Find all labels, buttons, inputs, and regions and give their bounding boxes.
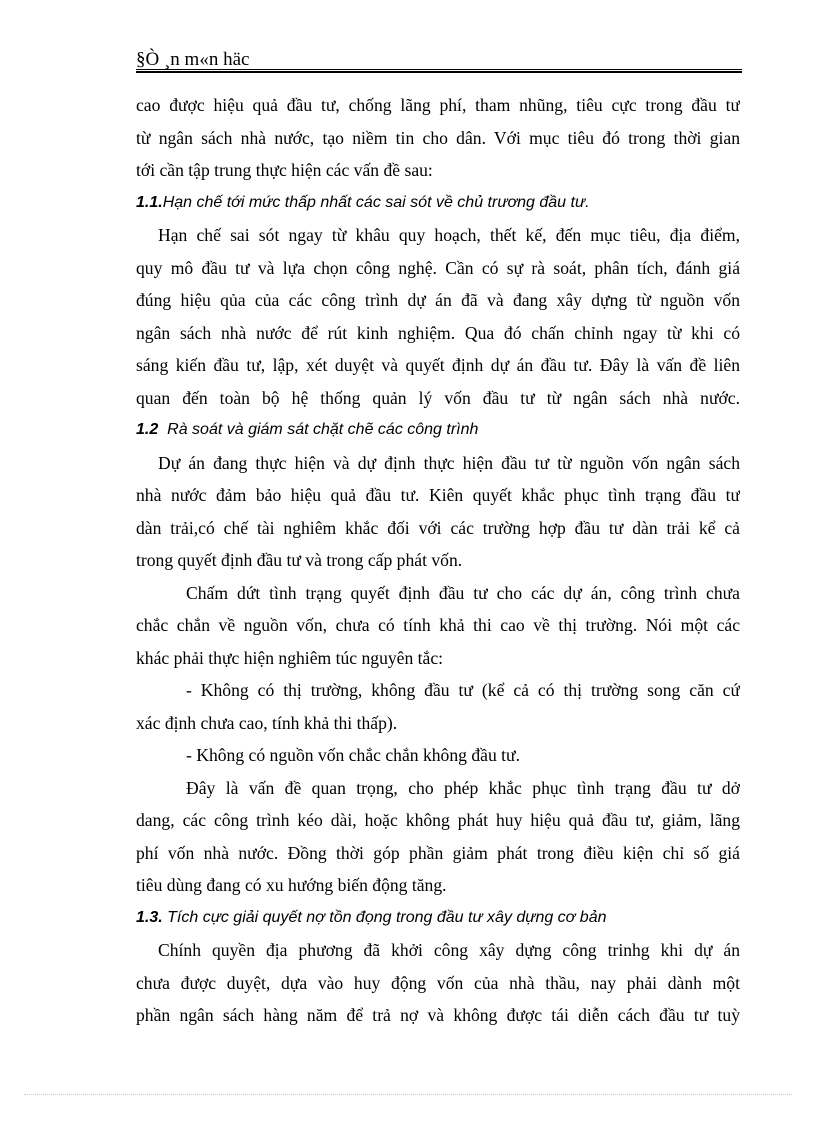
header-title: §Ò ¸n m«n häc [136, 49, 250, 70]
paragraph-line: Đây là vấn đề quan trọng, cho phép khắc phục tình trạng đầu tư dở [186, 777, 740, 798]
paragraph-line: Dự án đang thực hiện và dự định thực hiện đầu tư từ nguồn vốn ngân sách [158, 452, 740, 473]
section-title: Hạn chế tới mức thấp nhất các sai sót về chủ trương đầu tư. [162, 193, 590, 211]
paragraph-line: phần ngân sách hàng năm để trả nợ và không được tái diễn cách đầu tư tuỳ [136, 1005, 740, 1025]
header-rule-thick [136, 71, 742, 73]
paragraph-line: tới cần tập trung thực hiện các vấn đề sau: [136, 160, 433, 180]
section-number: 1.3. [136, 908, 163, 926]
section-number: 1.2 [136, 421, 159, 438]
paragraph-line: Chính quyền địa phương đã khởi công xây dựng công trinhg khi dự án [158, 940, 740, 960]
paragraph-line: quy mô đầu tư và lựa chọn công nghệ. Cần có sự rà soát, phân tích, đánh giá [136, 257, 740, 278]
paragraph-line: tiêu dùng đang có xu hướng biến động tăng. [136, 875, 447, 895]
paragraph-line: sáng kiến đầu tư, lập, xét duyệt và quyết định dự án đầu tư. Đây là vấn đề liên [136, 355, 740, 375]
paragraph-line: Hạn chế sai sót ngay từ khâu quy hoạch, thết kế, đến mục tiêu, địa điểm, [158, 225, 740, 245]
paragraph-line: cao được hiệu quả đầu tư, chống lãng phí, tham nhũng, tiêu cực trong đầu tư [136, 95, 740, 115]
paragraph-line: quan đến toàn bộ hệ thống quản lý vốn đầu tư từ ngân sách nhà nước. [136, 387, 740, 408]
paragraph-line: nhà nước đảm bảo hiệu quả đầu tư. Kiên quyết khắc phục tình trạng đầu tư [136, 485, 740, 505]
page-bottom-edge [24, 1094, 792, 1095]
paragraph-line: dàn trải,có chế tài nghiêm khắc đối với các trường hợp đầu tư dàn trải kể cả [136, 517, 740, 538]
bullet-line: xác định chưa cao, tính khả thi thấp). [136, 712, 398, 733]
section-heading-1-1 [136, 187, 740, 220]
page-header [136, 48, 742, 74]
paragraph-line: dang, các công trình kéo dài, hoặc không phát huy hiệu quả đầu tư, giảm, lãng [136, 810, 740, 830]
paragraph-line: chắc chắn về nguồn vốn, chưa có tính khả thi cao về thị trường. Nói một các [136, 615, 740, 635]
section-title: Tích cực giải quyết nợ tồn đọng trong đầu tư xây dựng cơ bản [167, 908, 607, 926]
section-number: 1.1. [136, 193, 163, 211]
bullet-line: - Không có nguồn vốn chắc chắn không đầu tư. [186, 745, 520, 765]
section-heading-1-3 [136, 902, 740, 935]
paragraph-line: từ ngân sách nhà nước, tạo niềm tin cho dân. Với mục tiêu đó trong thời gian [136, 127, 740, 148]
section-title: Rà soát và giám sát chặt chẽ các công trình [167, 421, 479, 438]
bullet-line: - Không có thị trường, không đầu tư (kể cả có thị trường song căn cứ [186, 680, 740, 700]
paragraph-line: đúng hiệu qủa của các công trình dự án đã và đang xây dựng từ nguồn vốn [136, 290, 740, 310]
paragraph-line: Chấm dứt tình trạng quyết định đầu tư cho các dự án, công trình chưa [186, 582, 740, 603]
header-rule-thin [136, 69, 742, 70]
document-body [136, 89, 740, 1032]
paragraph-line: khác phải thực hiện nghiêm túc nguyên tắc: [136, 647, 444, 668]
paragraph-line: phí vốn nhà nước. Đồng thời góp phần giảm phát trong điều kiện chỉ số giá [136, 842, 740, 863]
paragraph-line: ngân sách nhà nước để rút kinh nghiệm. Qua đó chấn chỉnh ngay từ khi có [136, 322, 740, 343]
paragraph-line: trong quyết định đầu tư và trong cấp phát vốn. [136, 550, 463, 570]
section-heading-1-2 [136, 414, 740, 447]
paragraph-line: chưa được duyệt, dựa vào huy động vốn của nhà thầu, nay phải dành một [136, 972, 740, 993]
